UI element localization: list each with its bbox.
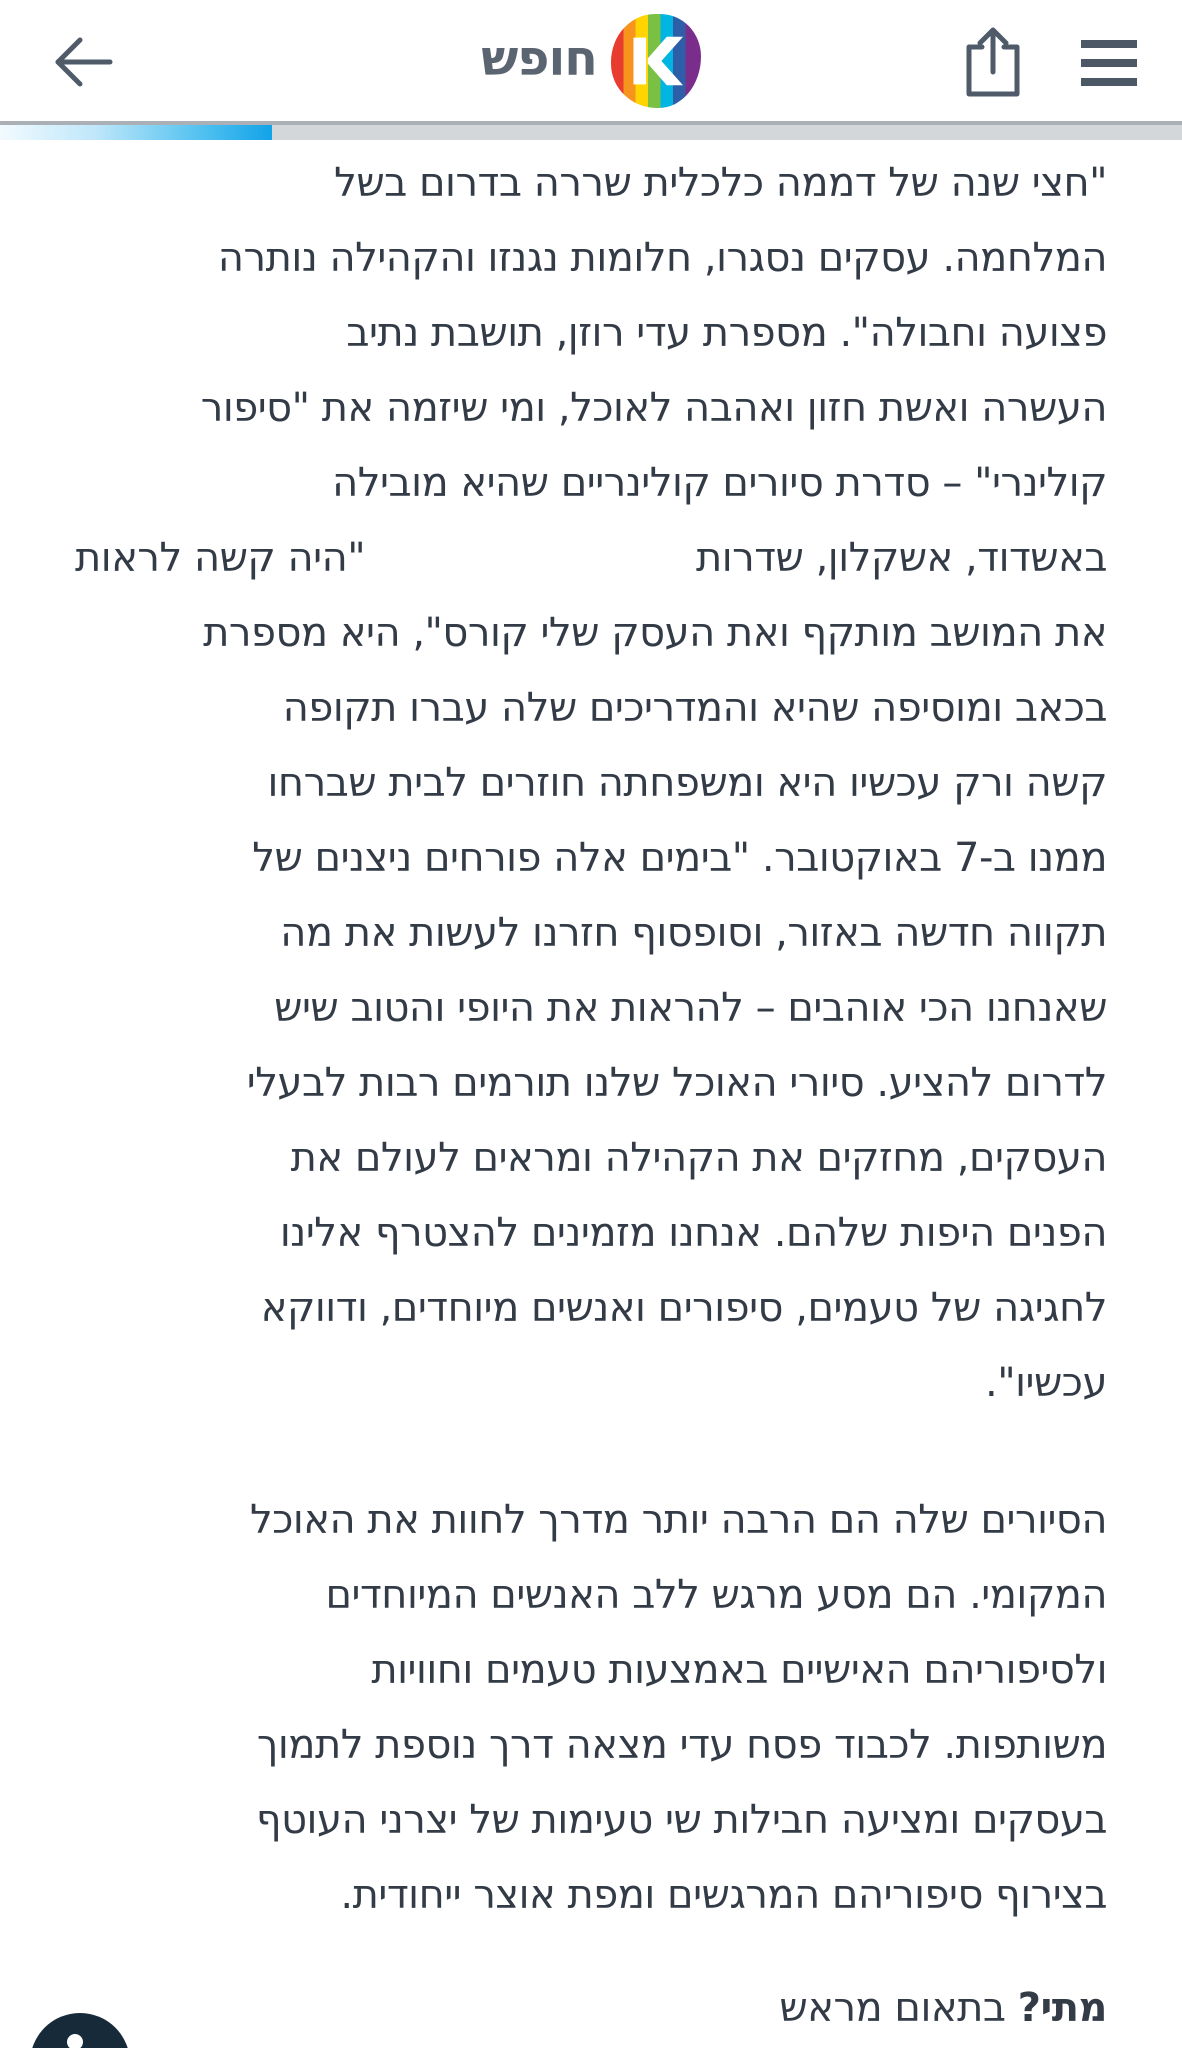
article-line: ממנו ב-7 באוקטובר. "בימים אלה פורחים ניצנים של [252, 835, 1107, 881]
article-line: הפנים היפות שלהם. אנחנו מזמינים להצטרף אלינו [279, 1210, 1107, 1256]
article-line: לחגיגה של טעמים, סיפורים ואנשים מיוחדים, ודווקא [260, 1285, 1107, 1331]
article-line: לדרום להציע. סיורי האוכל שלנו תורמים רבות לבעלי [246, 1060, 1107, 1106]
article-line: בכאב ומוסיפה שהיא והמדריכים שלה עברו תקופה [282, 685, 1107, 731]
article-line: משותפות. לכבוד פסח עדי מצאה דרך נוספת לתמוך [256, 1722, 1107, 1768]
article-line: את המושב מותקף ואת העסק שלי קורס", היא מספרת [203, 610, 1107, 656]
article-meta-line [75, 1971, 1107, 2046]
article-line: המלחמה. עסקים נסגרו, חלומות נגנזו והקהילה נותרה [217, 235, 1107, 281]
article-line: העסקים, מחזקים את הקהילה ומראים לעולם את [290, 1135, 1107, 1181]
back-button[interactable] [44, 30, 124, 94]
article-line: המקומי. הם מסע מרגש ללב האנשים המיוחדים [325, 1572, 1107, 1618]
accessibility-person-icon [67, 2034, 83, 2048]
article-line [75, 521, 1107, 596]
hamburger-icon [1078, 34, 1140, 92]
article-line: "חצי שנה של דממה כלכלית שררה בדרום בשל [334, 160, 1107, 206]
reading-progress-bar [0, 121, 1182, 140]
arrow-left-icon [44, 30, 124, 94]
keshet-rainbow-k-icon [611, 14, 701, 108]
share-icon [955, 24, 1031, 100]
article-line: שאנחנו הכי אוהבים – להראות את היופי והטוב שיש [274, 985, 1107, 1031]
progress-fill [0, 125, 272, 140]
article-line: פצועה וחבולה". מספרת עדי רוזן, תושבת נתיב [346, 310, 1107, 356]
line-segment: באשדוד, אשקלון, שדרות [695, 535, 1107, 581]
paragraph [75, 146, 1107, 1421]
menu-button[interactable] [1078, 34, 1140, 92]
line-segment: "היה קשה לראות [75, 535, 366, 581]
article-line: תקווה חדשה באזור, וסופסוף חזרנו לעשות את מה [280, 910, 1107, 956]
article-line: בעסקים ומציעה חבילות שי טעימות של יצרני העוטף [256, 1797, 1107, 1843]
top-app-bar [0, 0, 1182, 121]
share-button[interactable] [955, 24, 1031, 100]
article-line: הסיורים שלה הם הרבה יותר מדרך לחוות את האוכל [250, 1497, 1107, 1543]
meta-answer-text: בתאום מראש [779, 1985, 1018, 2031]
app-title: חופש [481, 30, 597, 87]
article-line: בצירוף סיפוריהם המרגשים ומפת אוצר ייחודית. [340, 1872, 1107, 1918]
article-line: קשה ורק עכשיו היא ומשפחתה חוזרים לבית שברחו [267, 760, 1107, 806]
article-line: עכשיו". [985, 1360, 1107, 1406]
meta-question-label: מתי? [1017, 1985, 1107, 2031]
article-body [75, 146, 1107, 2046]
article-paragraphs [75, 146, 1107, 1933]
article-line: קולינרי" – סדרת סיורים קולינריים שהיא מובילה [332, 460, 1107, 506]
article-line: ולסיפוריהם האישיים באמצעות טעמים וחוויות [371, 1647, 1107, 1693]
article-line: העשרה ואשת חזון ואהבה לאוכל, ומי שיזמה את "סיפור [200, 385, 1107, 431]
paragraph [75, 1483, 1107, 1933]
